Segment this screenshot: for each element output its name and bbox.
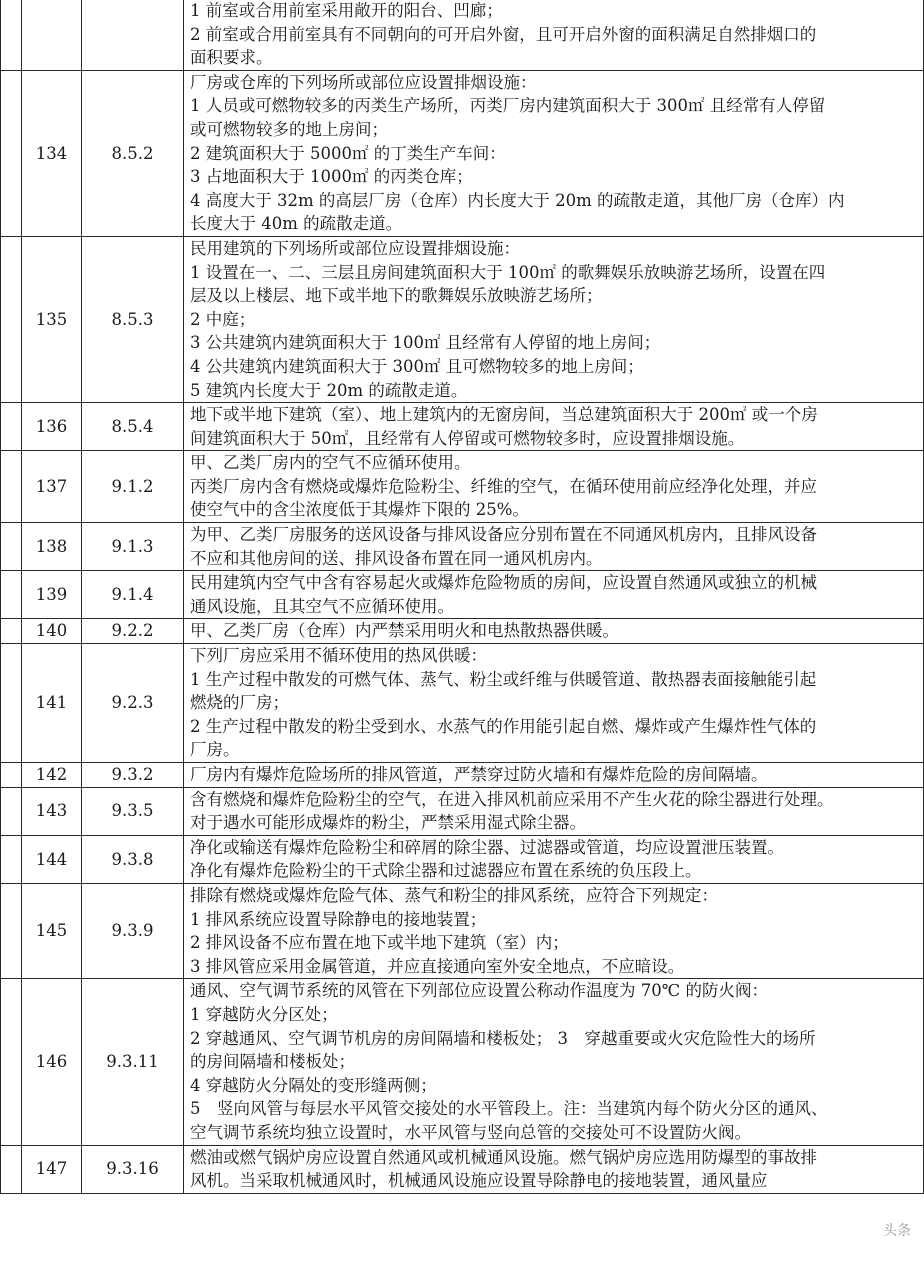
blank-cell [1, 403, 22, 451]
row-number: 140 [22, 619, 82, 644]
clause-number: 9.2.2 [82, 619, 184, 644]
text-line: 的房间隔墙和楼板处； [190, 1052, 355, 1072]
text-line: 2 建筑面积大于 5000㎡ 的丁类生产车间： [190, 143, 506, 163]
text-line: 排除有燃烧或爆炸危险气体、蒸气和粉尘的排风系统，应符合下列规定： [190, 885, 718, 905]
blank-cell [1, 523, 22, 571]
text-line: 下列厂房应采用不循环使用的热风供暖： [190, 646, 487, 666]
clause-number [82, 0, 184, 70]
text-line: 5 竖向风管与每层水平风管交接处的水平管段上。注：当建筑内每个防火分区的通风、 [190, 1099, 828, 1119]
text-line: 1 人员或可燃物较多的丙类生产场所，丙类厂房内建筑面积大于 300㎡ 且经常有人停留 [190, 96, 826, 116]
text-line: 净化有爆炸危险粉尘的干式除尘器和过滤器应布置在系统的负压段上。 [190, 861, 702, 881]
text-line: 不应和其他房间的送、排风设备布置在同一通风机房内。 [190, 548, 603, 568]
text-line: 风机。当采取机械通风时，机械通风设施应设置导除静电的接地装置，通风量应 [190, 1171, 768, 1191]
blank-cell [1, 787, 22, 835]
blank-cell [1, 571, 22, 619]
clause-number: 9.2.3 [82, 644, 184, 763]
clause-text [184, 451, 924, 523]
row-number: 139 [22, 571, 82, 619]
text-line: 3 公共建筑内建筑面积大于 100㎡ 且经常有人停留的地上房间； [190, 333, 661, 353]
clause-number: 9.3.16 [82, 1145, 184, 1193]
row-number: 134 [22, 70, 82, 236]
text-line: 长度大于 40m 的疏散走道。 [190, 214, 403, 234]
text-line: 或可燃物较多的地上房间； [190, 119, 388, 139]
text-line: 净化或输送有爆炸危险粉尘和碎屑的除尘器、过滤器或管道，均应设置泄压装置。 [190, 837, 784, 857]
text-line: 含有燃烧和爆炸危险粉尘的空气，在进入排风机前应采用不产生火花的除尘器进行处理。 [190, 789, 834, 809]
text-line: 使空气中的含尘浓度低于其爆炸下限的 25%。 [190, 500, 529, 520]
blank-cell [1, 0, 22, 70]
text-line: 燃烧的厂房； [190, 693, 289, 713]
clause-number: 8.5.2 [82, 70, 184, 236]
blank-cell [1, 979, 22, 1145]
text-line: 通风、空气调节系统的风管在下列部位应设置公称动作温度为 70℃ 的防火阀： [190, 981, 768, 1001]
text-line: 面积要求。 [190, 48, 273, 68]
clause-number: 9.1.3 [82, 523, 184, 571]
row-number: 147 [22, 1145, 82, 1193]
clause-number: 8.5.4 [82, 403, 184, 451]
watermark-label: 头条 [880, 1220, 914, 1240]
text-line: 5 建筑内长度大于 20m 的疏散走道。 [190, 380, 468, 400]
text-line: 4 公共建筑内建筑面积大于 300㎡ 且可燃物较多的地上房间； [190, 356, 644, 376]
table-row [1, 0, 924, 70]
clause-number: 9.1.2 [82, 451, 184, 523]
clause-text [184, 644, 924, 763]
text-line: 1 设置在一、二、三层且房间建筑面积大于 100㎡ 的歌舞娱乐放映游艺场所，设置在四 [190, 262, 826, 282]
row-number: 138 [22, 523, 82, 571]
text-line: 燃油或燃气锅炉房应设置自然通风或机械通风设施。燃气锅炉房应选用防爆型的事故排 [190, 1147, 817, 1167]
clause-text [184, 763, 924, 788]
table-row [1, 236, 924, 402]
row-number: 144 [22, 835, 82, 883]
row-number: 137 [22, 451, 82, 523]
blank-cell [1, 70, 22, 236]
text-line: 为甲、乙类厂房服务的送风设备与排风设备应分别布置在不同通风机房内，且排风设备 [190, 525, 817, 545]
blank-cell [1, 644, 22, 763]
text-line: 民用建筑的下列场所或部位应设置排烟设施： [190, 238, 520, 258]
text-line: 层及以上楼层、地下或半地下的歌舞娱乐放映游艺场所； [190, 286, 603, 306]
row-number [22, 0, 82, 70]
blank-cell [1, 619, 22, 644]
clause-text [184, 619, 924, 644]
text-line: 2 前室或合用前室具有不同朝向的可开启外窗，且可开启外窗的面积满足自然排烟口的 [190, 24, 817, 44]
clause-number: 9.3.5 [82, 787, 184, 835]
clause-number: 9.1.4 [82, 571, 184, 619]
table-row [1, 787, 924, 835]
table-row [1, 451, 924, 523]
clause-text [184, 403, 924, 451]
table-row [1, 619, 924, 644]
text-line: 1 生产过程中散发的可燃气体、蒸气、粉尘或纤维与供暖管道、散热器表面接触能引起 [190, 669, 817, 689]
blank-cell [1, 1145, 22, 1193]
text-line: 厂房。 [190, 740, 240, 760]
clause-text [184, 787, 924, 835]
table-row [1, 523, 924, 571]
text-line: 3 排风管应采用金属管道，并应直接通向室外安全地点，不应暗设。 [190, 956, 685, 976]
clause-text [184, 0, 924, 70]
clause-number: 9.3.11 [82, 979, 184, 1145]
clause-text [184, 1145, 924, 1193]
table-row [1, 979, 924, 1145]
text-line: 甲、乙类厂房内的空气不应循环使用。 [190, 453, 471, 473]
table-row [1, 835, 924, 883]
table-row [1, 571, 924, 619]
table-row [1, 883, 924, 978]
text-line: 4 高度大于 32m 的高层厂房（仓库）内长度大于 20m 的疏散走道，其他厂房（仓库）内 [190, 190, 845, 210]
clause-number: 8.5.3 [82, 236, 184, 402]
clause-text [184, 70, 924, 236]
clause-text [184, 523, 924, 571]
row-number: 135 [22, 236, 82, 402]
row-number: 136 [22, 403, 82, 451]
text-line: 地下或半地下建筑（室）、地上建筑内的无窗房间，当总建筑面积大于 200㎡ 或一个房 [190, 405, 818, 425]
row-number: 142 [22, 763, 82, 788]
text-line: 厂房内有爆炸危险场所的排风管道，严禁穿过防火墙和有爆炸危险的房间隔墙。 [190, 765, 768, 784]
table-row [1, 403, 924, 451]
clause-number: 9.3.8 [82, 835, 184, 883]
text-line: 1 前室或合用前室采用敞开的阳台、凹廊； [190, 1, 503, 20]
clause-text [184, 236, 924, 402]
blank-cell [1, 835, 22, 883]
clause-text [184, 835, 924, 883]
row-number: 141 [22, 644, 82, 763]
text-line: 厂房或仓库的下列场所或部位应设置排烟设施： [190, 72, 537, 92]
blank-cell [1, 763, 22, 788]
text-line: 空气调节系统均独立设置时，水平风管与竖向总管的交接处可不设置防火阀。 [190, 1122, 751, 1142]
text-line: 1 排风系统应设置导除静电的接地装置； [190, 909, 487, 929]
text-line: 丙类厂房内含有燃烧或爆炸危险粉尘、纤维的空气，在循环使用前应经净化处理，并应 [190, 476, 817, 496]
clause-text [184, 883, 924, 978]
table-row [1, 70, 924, 236]
text-line: 1 穿越防火分区处； [190, 1004, 338, 1024]
table-row [1, 644, 924, 763]
text-line: 3 占地面积大于 1000㎡ 的丙类仓库； [190, 167, 473, 187]
blank-cell [1, 451, 22, 523]
text-line: 间建筑面积大于 50㎡，且经常有人停留或可燃物较多时，应设置排烟设施。 [190, 428, 745, 448]
table-row [1, 1145, 924, 1193]
clause-number: 9.3.2 [82, 763, 184, 788]
text-line: 2 排风设备不应布置在地下或半地下建筑（室）内； [190, 933, 569, 953]
clause-text [184, 979, 924, 1145]
clause-number: 9.3.9 [82, 883, 184, 978]
text-line: 通风设施，且其空气不应循环使用。 [190, 596, 454, 616]
row-number: 143 [22, 787, 82, 835]
row-number: 146 [22, 979, 82, 1145]
text-line: 2 穿越通风、空气调节机房的房间隔墙和楼板处； 3 穿越重要或火灾危险性大的场所 [190, 1028, 816, 1048]
text-line: 4 穿越防火分隔处的变形缝两侧； [190, 1075, 437, 1095]
text-line: 民用建筑内空气中含有容易起火或爆炸危险物质的房间，应设置自然通风或独立的机械 [190, 573, 817, 593]
text-line: 2 中庭； [190, 309, 256, 329]
row-number: 145 [22, 883, 82, 978]
text-line: 对于遇水可能形成爆炸的粉尘，严禁采用湿式除尘器。 [190, 813, 586, 833]
blank-cell [1, 236, 22, 402]
text-line: 2 生产过程中散发的粉尘受到水、水蒸气的作用能引起自燃、爆炸或产生爆炸性气体的 [190, 716, 817, 736]
clause-text [184, 571, 924, 619]
blank-cell [1, 883, 22, 978]
text-line: 甲、乙类厂房（仓库）内严禁采用明火和电热散热器供暖。 [190, 621, 619, 641]
table-row [1, 763, 924, 788]
